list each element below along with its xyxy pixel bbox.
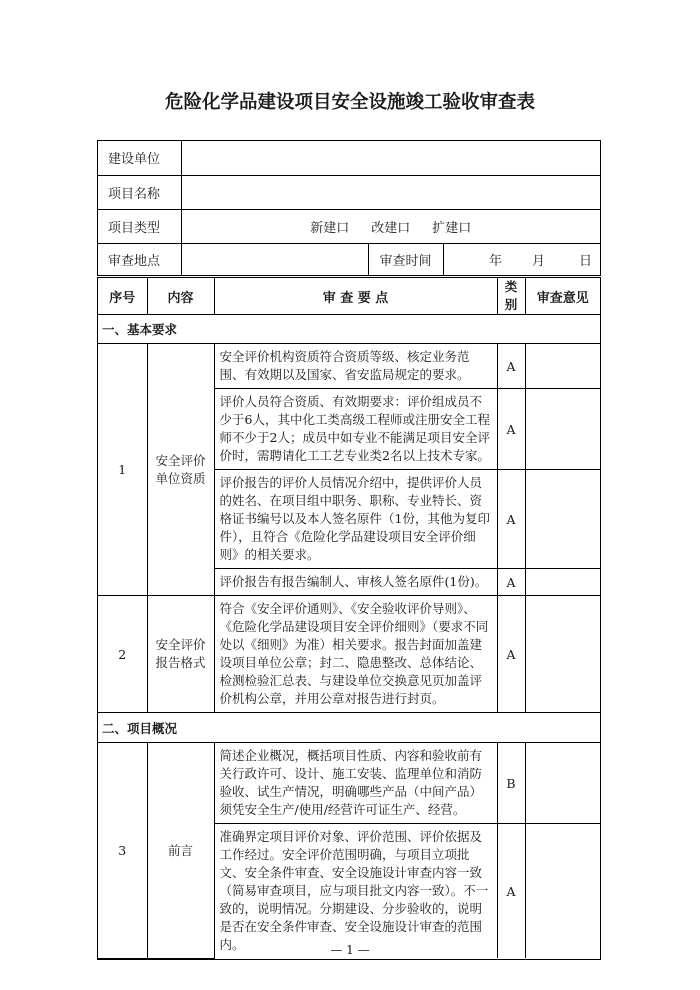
opinion-cell[interactable] xyxy=(525,743,600,824)
project-name-value[interactable] xyxy=(181,175,600,209)
category-cell: A xyxy=(497,569,525,596)
table-row xyxy=(98,743,600,824)
header-opinion: 审查意见 xyxy=(525,278,600,315)
header-content: 内容 xyxy=(147,278,214,315)
type-expand-checkbox[interactable]: 扩建口 xyxy=(432,220,472,236)
time-value[interactable] xyxy=(443,243,600,275)
project-name-label: 项目名称 xyxy=(98,175,181,209)
item-no: 2 xyxy=(98,596,147,713)
day-label: 日 xyxy=(578,253,592,269)
project-info-table xyxy=(97,140,601,276)
category-cell: A xyxy=(497,470,525,569)
header-points: 审 查 要 点 xyxy=(214,278,497,315)
page-number: — 1 — xyxy=(330,943,370,957)
review-point: 符合《安全评价通则》、《安全验收评价导则》、《危险化学品建设项目安全评价细则》（要求不同处以《细则》为准）相关要求。报告封面加盖建设项目单位公章；封二、隐患整改、总体结论、检测检验汇总表、与建设单位交换意见页加盖评价机构公章，并用公章对报告进行封页。 xyxy=(214,596,497,713)
review-point: 简述企业概况，概括项目性质、内容和验收前有关行政许可、设计、施工安装、监理单位和消防验收、试生产情况，明确哪些产品（中间产品）须凭安全生产/使用/经营许可证生产、经营。 xyxy=(214,743,497,824)
project-type-label: 项目类型 xyxy=(98,209,181,243)
category-cell: A xyxy=(497,389,525,470)
item-content: 前言 xyxy=(147,743,214,959)
section-basic: 一、基本要求 xyxy=(98,315,600,344)
unit-value[interactable] xyxy=(181,141,600,175)
place-value[interactable] xyxy=(181,243,368,275)
review-point: 评价报告有报告编制人、审核人签名原件(1份)。 xyxy=(214,569,497,596)
unit-label: 建设单位 xyxy=(98,141,181,175)
opinion-cell[interactable] xyxy=(525,389,600,470)
type-rebuild-checkbox[interactable]: 改建口 xyxy=(371,220,411,236)
year-label: 年 xyxy=(488,253,502,269)
review-point: 安全评价机构资质符合资质等级、核定业务范围、有效期以及国家、省安监局规定的要求。 xyxy=(214,344,497,389)
header-category: 类 别 xyxy=(497,278,525,315)
table-row xyxy=(98,344,600,389)
header-no: 序号 xyxy=(98,278,147,315)
project-type-options xyxy=(181,209,600,243)
place-label: 审查地点 xyxy=(98,243,181,275)
opinion-cell[interactable] xyxy=(525,344,600,389)
month-label: 月 xyxy=(531,253,545,269)
review-point: 评价报告的评价人员情况介绍中，提供评价人员的姓名、在项目组中职务、职称、专业特长、资格证书编号以及本人签名原件（1份，其他为复印件），且符合《危险化学品建设项目安全评价细则》的相关要求。 xyxy=(214,470,497,569)
item-content: 安全评价 单位资质 xyxy=(147,344,214,596)
item-no: 3 xyxy=(98,743,147,959)
time-label: 审查时间 xyxy=(368,243,443,275)
category-cell: A xyxy=(497,824,525,959)
type-new-checkbox[interactable]: 新建口 xyxy=(310,220,350,236)
document-title: 危险化学品建设项目安全设施竣工验收审查表 xyxy=(164,92,535,113)
review-point: 准确界定项目评价对象、评价范围、评价依据及工作经过。安全评价范围明确，与项目立项批文、安全条件审查、安全设施设计审查内容一致（简易审查项目，应与项目批文内容一致）。不一致的，说明情况。分期建设、分步验收的，说明是否在安全条件审查、安全设施设计审查的范围内。 xyxy=(214,824,497,959)
item-content: 安全评价 报告格式 xyxy=(147,596,214,713)
category-cell: A xyxy=(497,344,525,389)
review-point: 评价人员符合资质、有效期要求：评价组成员不少于6人，其中化工类高级工程师或注册安全工程师不少于2人；成员中如专业不能满足项目安全评价时，需聘请化工工艺专业类2名以上技术专家。 xyxy=(214,389,497,470)
review-table xyxy=(97,277,601,960)
opinion-cell[interactable] xyxy=(525,569,600,596)
category-cell: A xyxy=(497,596,525,713)
opinion-cell[interactable] xyxy=(525,470,600,569)
opinion-cell[interactable] xyxy=(525,596,600,713)
opinion-cell[interactable] xyxy=(525,824,600,959)
item-no: 1 xyxy=(98,344,147,596)
table-row xyxy=(98,596,600,713)
section-overview: 二、项目概况 xyxy=(98,713,600,743)
category-cell: B xyxy=(497,743,525,824)
